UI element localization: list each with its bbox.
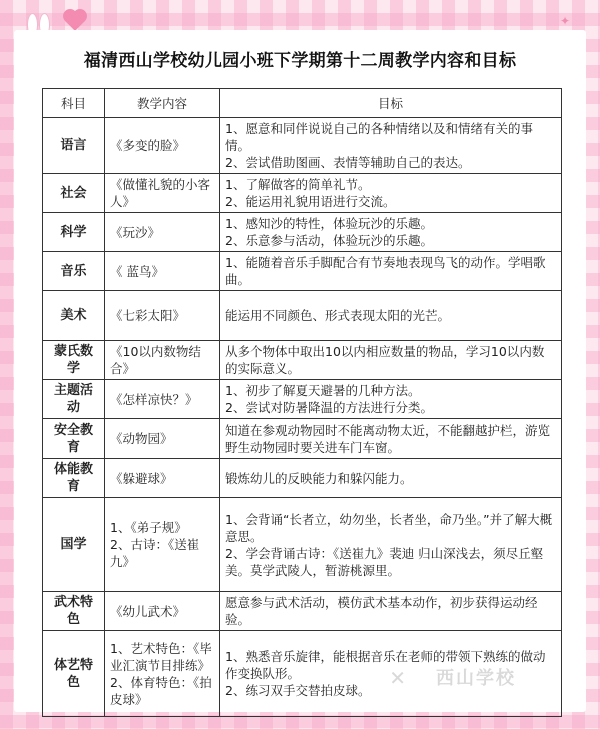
sparkle-icon: ✦ <box>560 14 571 28</box>
content-cell <box>105 118 220 174</box>
content-cell <box>105 592 220 631</box>
goal-cell <box>220 380 562 419</box>
goal-cell <box>220 213 562 252</box>
subject-cell: 科学 <box>43 213 105 252</box>
goal-line: 1、初步了解夏天避暑的几种方法。 <box>225 383 421 398</box>
goal-line: 1、熟悉音乐旋律，能根据音乐在老师的带领下熟练的做动作变换队形。 <box>225 649 546 681</box>
subject-cell: 主题活动 <box>43 380 105 419</box>
table-row <box>43 592 562 631</box>
goal-line: 2、尝试对防暑降温的方法进行分类。 <box>225 400 433 415</box>
content-line: 《做懂礼貌的小客人》 <box>110 177 211 209</box>
goal-line: 2、尝试借助图画、表情等辅助自己的表达。 <box>225 155 471 170</box>
goal-line: 能运用不同颜色、形式表现太阳的光芒。 <box>225 308 451 323</box>
goal-line: 愿意参与武术活动，模仿武术基本动作，初步获得运动经验。 <box>225 595 538 627</box>
content-cell <box>105 498 220 592</box>
table-row <box>43 252 562 291</box>
goal-line: 2、练习双手交替拍皮球。 <box>225 683 371 698</box>
subject-cell: 蒙氏数学 <box>43 341 105 380</box>
content-cell <box>105 419 220 459</box>
header-content: 教学内容 <box>105 89 220 118</box>
logo-icon: ✕ <box>389 666 406 690</box>
table-row <box>43 213 562 252</box>
content-cell <box>105 252 220 291</box>
goal-cell <box>220 592 562 631</box>
goal-line: 1、感知沙的特性，体验玩沙的乐趣。 <box>225 216 433 231</box>
subject-cell: 音乐 <box>43 252 105 291</box>
content-line: 《怎样凉快？》 <box>110 391 198 407</box>
table-row <box>43 174 562 213</box>
goal-line: 2、能运用礼貌用语进行交流。 <box>225 194 396 209</box>
goal-cell <box>220 341 562 380</box>
subject-cell: 语言 <box>43 118 105 174</box>
goal-line: 1、了解做客的简单礼节。 <box>225 177 371 192</box>
header-subject: 科目 <box>43 89 105 118</box>
content-line: 2、体育特色：《拍皮球》 <box>110 674 212 707</box>
table-row <box>43 341 562 380</box>
content-line: 《10以内数物结合》 <box>110 344 201 376</box>
table-row <box>43 380 562 419</box>
table-row <box>43 498 562 592</box>
table-row <box>43 118 562 174</box>
heart-icon <box>65 11 85 31</box>
subject-cell: 美术 <box>43 291 105 341</box>
subject-cell: 体能教育 <box>43 459 105 498</box>
goal-line: 从多个物体中取出10以内相应数量的物品，学习10以内数的实际意义。 <box>225 344 545 376</box>
goal-line: 1、愿意和同伴说说自己的各种情绪以及和情绪有关的事情。 <box>225 121 533 153</box>
goal-line: 2、学会背诵古诗：《送崔九》裴迪 归山深浅去，须尽丘壑美。莫学武陵人，暂游桃源里。 <box>225 545 544 578</box>
goal-line: 1、能随着音乐手脚配合有节奏地表现鸟飞的动作。学唱歌曲。 <box>225 255 546 287</box>
goal-cell <box>220 498 562 592</box>
goal-cell <box>220 419 562 459</box>
subject-cell: 安全教育 <box>43 419 105 459</box>
content-line: 《躲避球》 <box>110 470 173 486</box>
content-cell <box>105 459 220 498</box>
content-line: 《玩沙》 <box>110 224 161 240</box>
content-line: 《幼儿武术》 <box>110 603 186 619</box>
schedule-table <box>42 88 562 717</box>
subject-cell: 国学 <box>43 498 105 592</box>
goal-cell <box>220 291 562 341</box>
subject-cell: 社会 <box>43 174 105 213</box>
schedule-card <box>14 30 586 712</box>
content-cell <box>105 631 220 717</box>
goal-cell <box>220 174 562 213</box>
content-line: 《 蓝鸟》 <box>110 263 164 279</box>
header-goal: 目标 <box>220 89 562 118</box>
goal-cell <box>220 459 562 498</box>
goal-cell <box>220 252 562 291</box>
content-line: 《动物园》 <box>110 431 173 446</box>
content-cell <box>105 174 220 213</box>
content-cell <box>105 380 220 419</box>
subject-cell: 武术特色 <box>43 592 105 631</box>
content-cell <box>105 213 220 252</box>
goal-line: 锻炼幼儿的反映能力和躲闪能力。 <box>225 470 413 486</box>
table-row <box>43 291 562 341</box>
content-line: 1、《弟子规》 <box>110 520 187 535</box>
content-cell <box>105 291 220 341</box>
table-row <box>43 459 562 498</box>
content-line: 1、艺术特色：《毕业汇演节目排练》 <box>110 640 212 673</box>
goal-cell <box>220 118 562 174</box>
content-line: 《多变的脸》 <box>110 138 186 153</box>
page-title: 福清西山学校幼儿园小班下学期第十二周教学内容和目标 <box>83 51 517 71</box>
school-logo: 西山学校 <box>436 668 516 689</box>
content-cell <box>105 341 220 380</box>
goal-line: 知道在参观动物园时不能离动物太近，不能翻越护栏，游览野生动物园时要关进车门车窗。 <box>225 422 551 455</box>
table-header-row <box>43 89 562 118</box>
content-line: 《七彩太阳》 <box>110 308 186 323</box>
goal-line: 1、会背诵“长者立，幼勿坐，长者坐，命乃坐。”并了解大概意思。 <box>225 511 553 544</box>
table-row <box>43 419 562 459</box>
goal-line: 2、乐意参与活动，体验玩沙的乐趣。 <box>225 233 433 248</box>
subject-cell: 体艺特色 <box>43 631 105 717</box>
content-line: 2、古诗：《送崔九》 <box>110 537 200 569</box>
